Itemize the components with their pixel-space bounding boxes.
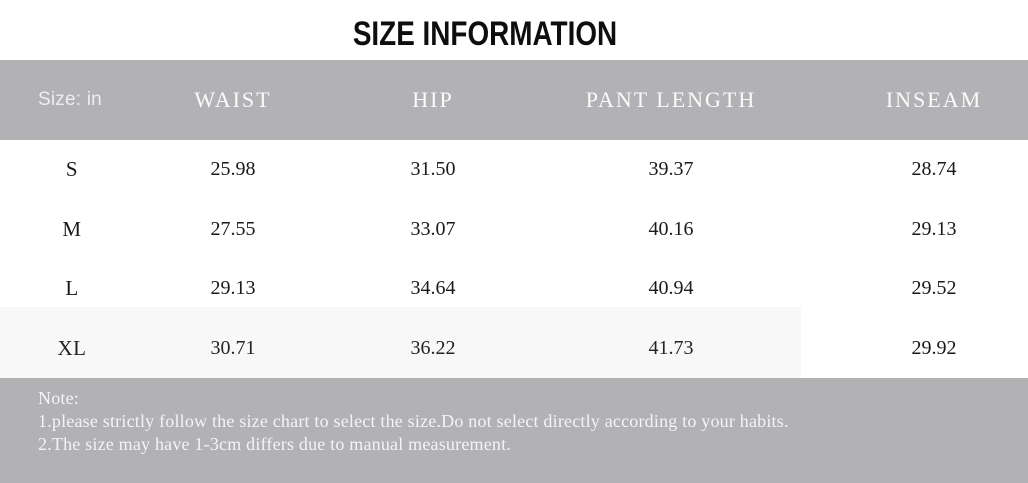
note-heading: Note: xyxy=(38,388,79,408)
pant-length-value: 39.37 xyxy=(648,158,694,181)
size-label: M xyxy=(62,216,82,241)
faint-background-band xyxy=(0,307,801,378)
column-header-waist: WAIST xyxy=(194,87,272,112)
waist-value: 25.98 xyxy=(210,158,256,181)
size-label: L xyxy=(65,276,79,301)
size-label: S xyxy=(65,157,79,182)
hip-value: 36.22 xyxy=(410,336,456,359)
column-header-inseam: INSEAM xyxy=(885,87,983,112)
page-title: SIZE INFORMATION xyxy=(352,15,618,53)
size-table-header-row xyxy=(0,60,1028,140)
hip-value: 31.50 xyxy=(410,158,456,181)
inseam-value: 28.74 xyxy=(911,158,957,181)
waist-value: 29.13 xyxy=(210,277,256,300)
hip-value: 34.64 xyxy=(410,277,456,300)
column-header-pant-length: PANT LENGTH xyxy=(585,87,757,112)
column-header-hip: HIP xyxy=(412,87,454,112)
size-label: XL xyxy=(57,335,87,360)
waist-value: 30.71 xyxy=(210,336,256,359)
waist-value: 27.55 xyxy=(210,217,256,240)
note-section xyxy=(0,378,1028,483)
note-line-1: 1.please strictly follow the size chart to select the size.Do not select directly according to your habits. xyxy=(38,411,789,431)
inseam-value: 29.52 xyxy=(911,277,957,300)
pant-length-value: 40.16 xyxy=(648,217,694,240)
table-row-s xyxy=(0,140,1028,200)
inseam-value: 29.13 xyxy=(911,217,957,240)
pant-length-value: 41.73 xyxy=(648,336,694,359)
inseam-value: 29.92 xyxy=(911,336,957,359)
pant-length-value: 40.94 xyxy=(648,277,694,300)
size-unit-label: Size: in xyxy=(38,89,102,110)
hip-value: 33.07 xyxy=(410,217,456,240)
note-line-2: 2.The size may have 1-3cm differs due to manual measurement. xyxy=(38,434,512,454)
table-row-m xyxy=(0,200,1028,260)
